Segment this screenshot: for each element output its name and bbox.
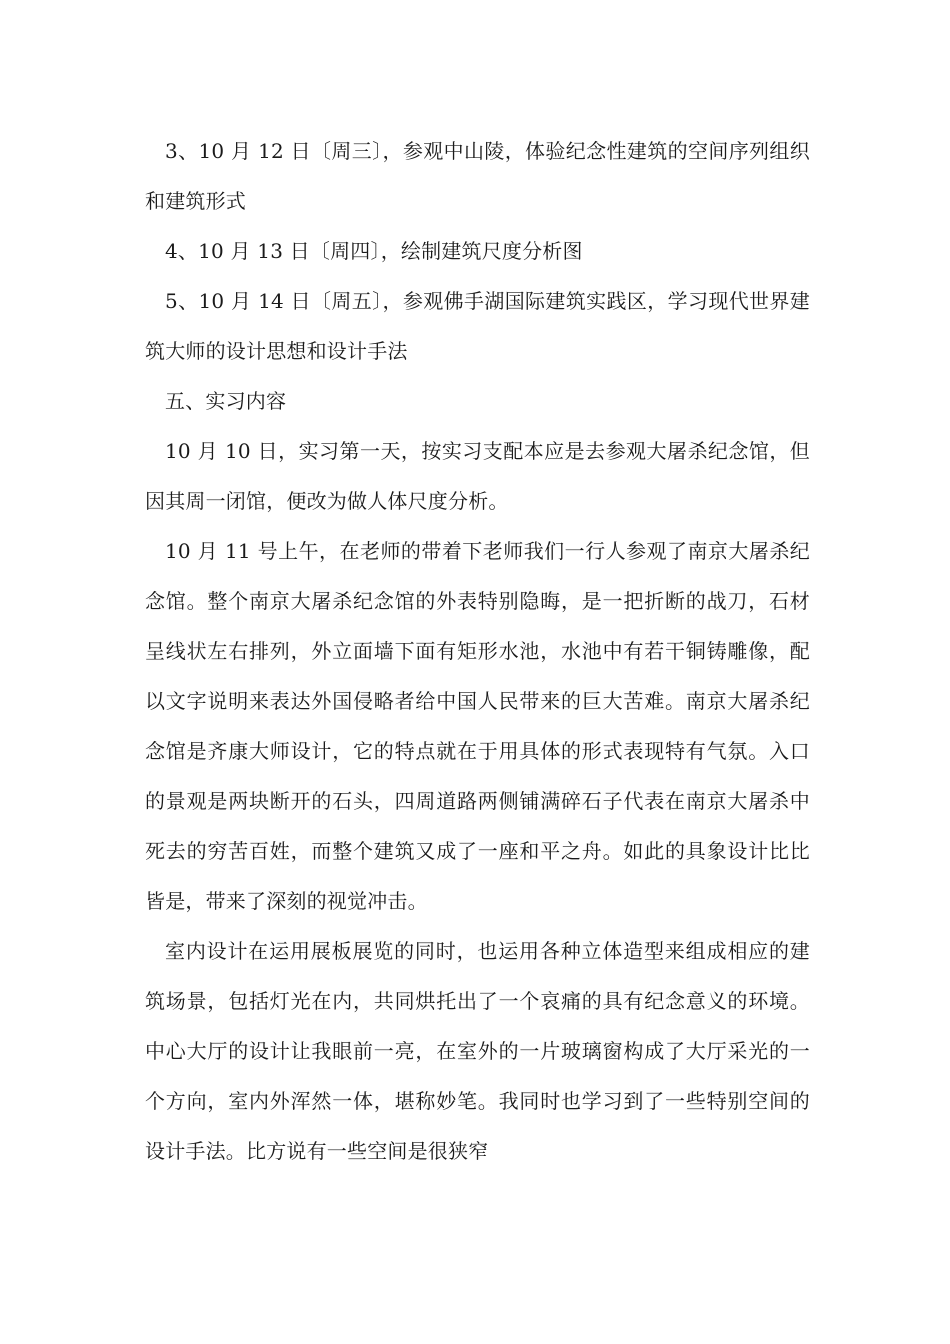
paragraph-schedule-item-3: 3、10 月 12 日〔周三〕，参观中山陵，体验纪念性建筑的空间序列组织和建筑形式 [145,139,810,213]
paragraph-interior-design: 室内设计在运用展板展览的同时，也运用各种立体造型来组成相应的建筑场景，包括灯光在内，共同烘托出了一个哀痛的具有纪念意义的环境。中心大厅的设计让我眼前一亮，在室外的一片玻璃窗构成了大厅采光的一个方向，室内外浑然一体，堪称妙笔。我同时也学习到了一些特别空间的设计手法。比方说有一些空间是很狭窄 [145,939,810,1163]
paragraph-schedule-item-4: 4、10 月 13 日〔周四〕，绘制建筑尺度分析图 [165,239,583,263]
document-body [145,126,810,1176]
paragraph-day-one: 10 月 10 日，实习第一天，按实习支配本应是去参观大屠杀纪念馆，但因其周一闭馆，便改为做人体尺度分析。 [145,439,810,513]
paragraph-memorial-visit: 10 月 11 号上午，在老师的带着下老师我们一行人参观了南京大屠杀纪念馆。整个南京大屠杀纪念馆的外表特别隐晦，是一把折断的战刀，石材呈线状左右排列，外立面墙下面有矩形水池，水池中有若干铜铸雕像，配以文字说明来表达外国侵略者给中国人民带来的巨大苦难。南京大屠杀纪念馆是齐康大师设计，它的特点就在于用具体的形式表现特有气氛。入口的景观是两块断开的石头，四周道路两侧铺满碎石子代表在南京大屠杀中死去的穷苦百姓，而整个建筑又成了一座和平之舟。如此的具象设计比比皆是，带来了深刻的视觉冲击。 [145,539,810,913]
section-heading-internship-content: 五、实习内容 [165,389,287,413]
paragraph-schedule-item-5: 5、10 月 14 日〔周五〕，参观佛手湖国际建筑实践区，学习现代世界建筑大师的设计思想和设计手法 [145,289,810,363]
